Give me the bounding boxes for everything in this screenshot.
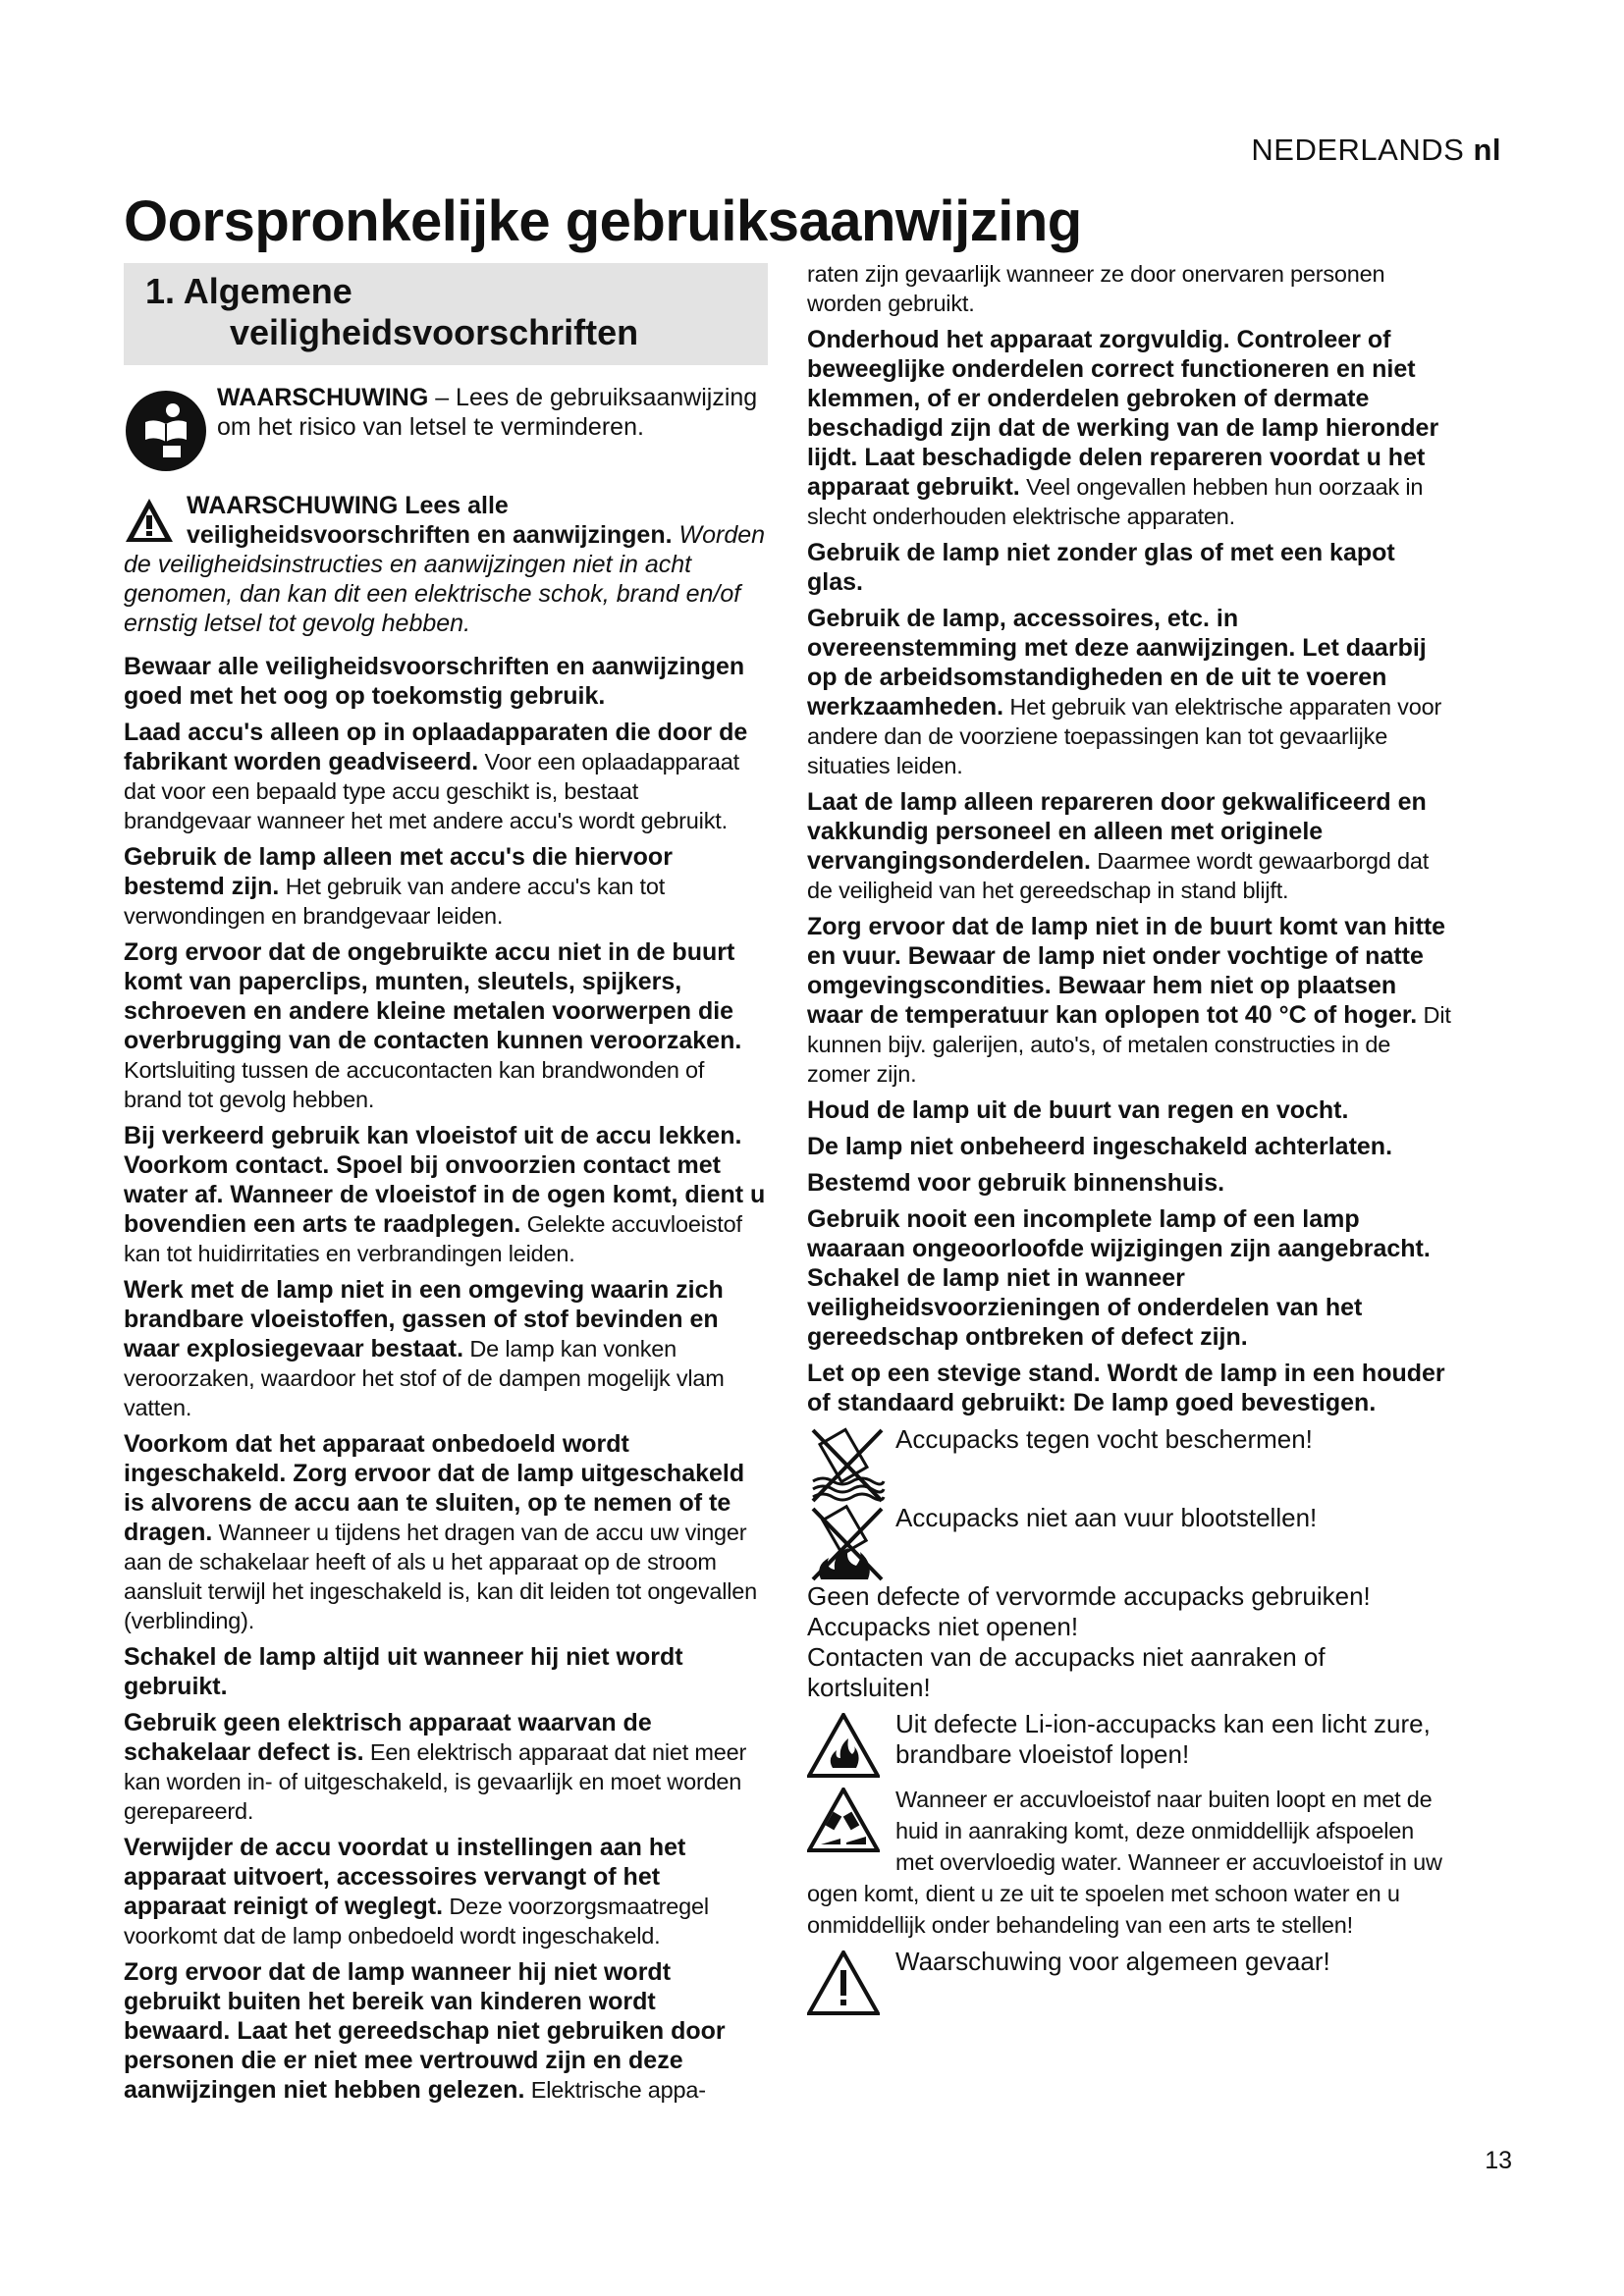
warning-label: WAARSCHUWING Lees alle veiligheidsvoorschriften en aanwijzingen.: [187, 492, 673, 549]
paragraph: [124, 1833, 768, 1950]
warning-label: WAARSCHUWING: [217, 384, 429, 411]
paragraph-text: Een elektrisch apparaat dat niet meer kan worden in- of uitgeschakeld, is gevaarlijk en moet worden gerepareerd.: [124, 1739, 747, 1824]
paragraph-bold: Bewaar alle veiligheidsvoorschriften en aanwijzingen goed met het oog op toekomstig gebruik.: [124, 653, 745, 710]
paragraph-bold: Zorg ervoor dat de lamp niet in de buurt komt van hitte en vuur. Bewaar de lamp niet onder vochtige of natte omgevingscondities. Bewaar hem niet op plaatsen waar de temperatuur kan oplopen tot 40 °C of hoger.: [807, 913, 1446, 1029]
paragraph: [807, 259, 1451, 318]
paragraph: [124, 1429, 768, 1635]
paragraph: [807, 1359, 1451, 1417]
page-title: Oorspronkelijke gebruiksaanwijzing: [124, 189, 1082, 253]
general-warning: [124, 491, 768, 638]
warning-triangle-icon: [124, 497, 175, 544]
symbol-row: [807, 1947, 1451, 2015]
paragraph: [124, 937, 768, 1114]
corrosive-warning-icon: [807, 1788, 880, 1852]
paragraph-bold: Onderhoud het apparaat zorgvuldig. Controleer of beweeglijke onderdelen correct functioneren en niet klemmen, of er onderdelen gebroken of dermate beschadigd zijn dat de werking van de lamp hieronder lijdt. Laat beschadigde delen repareren voordat u het apparaat gebruikt.: [807, 326, 1439, 501]
paragraph-bold: Gebruik nooit een incomplete lamp of een lamp waaraan ongeoorloofde wijzigingen zijn aangebracht. Schakel de lamp niet in wanneer veiligheidsvoorzieningen of onderdelen van het gereedschap ontbreken of defect zijn.: [807, 1205, 1431, 1351]
paragraph-bold: Voorkom dat het apparaat onbedoeld wordt ingeschakeld. Zorg ervoor dat de lamp uitgeschakeld is alvorens de accu aan te sluiten, op te nemen of te dragen.: [124, 1430, 745, 1546]
no-fire-icon: [807, 1503, 888, 1585]
paragraph-text: Kortsluiting tussen de accucontacten kan brandwonden of brand tot gevolg hebben.: [124, 1057, 705, 1112]
paragraph: [124, 1642, 768, 1701]
paragraph-bold: Let op een stevige stand. Wordt de lamp in een houder of standaard gebruikt: De lamp goed bevestigen.: [807, 1360, 1445, 1416]
section-title: veiligheidsvoorschriften: [230, 312, 639, 352]
language-header: [1251, 133, 1501, 168]
section-number: 1. Algemene: [145, 271, 352, 311]
symbol-text: Uit defecte Li-ion-accupacks kan een licht zure, brandbare vloeistof lopen!: [895, 1709, 1431, 1769]
paragraph-bold: Houd de lamp uit de buurt van regen en vocht.: [807, 1096, 1349, 1124]
paragraph-bold: Bestemd voor gebruik binnenshuis.: [807, 1169, 1225, 1197]
paragraph-bold: De lamp niet onbeheerd ingeschakeld achterlaten.: [807, 1133, 1393, 1160]
warning-text: – Lees de gebruiksaanwijzing om het risico van letsel te verminderen.: [217, 384, 758, 441]
symbol-text: Accupacks niet aan vuur blootstellen!: [895, 1503, 1318, 1532]
paragraph-text: Het gebruik van elektrische apparaten voor andere dan de voorziene toepassingen kan tot gevaarlijke situaties leiden.: [807, 694, 1442, 778]
paragraph-bold: Zorg ervoor dat de ongebruikte accu niet in de buurt komt van paperclips, munten, sleutels, spijkers, schroeven en andere kleine metalen voorwerpen die overbrugging van de contacten kunnen veroorzaken.: [124, 938, 742, 1054]
paragraph: [807, 912, 1451, 1089]
paragraph: [124, 1121, 768, 1268]
read-manual-warning: [124, 383, 768, 481]
paragraph: [807, 1168, 1451, 1198]
symbol-row: [807, 1424, 1451, 1499]
left-column: [124, 263, 768, 2111]
paragraph: [807, 538, 1451, 597]
paragraph: [807, 1132, 1451, 1161]
flammable-warning-icon: [807, 1713, 880, 1778]
paragraph-text: Deze voorzorgsmaatregel voorkomt dat de lamp onbedoeld wordt ingeschakeld.: [124, 1894, 709, 1949]
language-code: nl: [1473, 133, 1501, 167]
section-heading: [124, 263, 768, 365]
warning-text: Worden de veiligheidsinstructies en aanwijzingen niet in acht genomen, dan kan dit een elektrische schok, brand en/of ernstig letsel tot gevolg hebben.: [124, 521, 766, 637]
paragraph: [124, 1275, 768, 1422]
paragraph-bold: Laat de lamp alleen repareren door gekwalificeerd en vakkundig personeel en alleen met originele vervangingsonderdelen.: [807, 788, 1427, 875]
paragraph: [124, 1957, 768, 2105]
paragraph-text: Gelekte accuvloeistof kan tot huidirritaties en verbrandingen leiden.: [124, 1211, 742, 1266]
paragraph-text: Wanneer u tijdens het dragen van de accu uw vinger aan de schakelaar heeft of als u het apparaat op de stroom aansluit terwijl het ingeschakeld is, kan dit leiden tot ongevallen (verblinding).: [124, 1520, 758, 1633]
language-name: NEDERLANDS: [1251, 133, 1465, 167]
paragraph: [807, 1204, 1451, 1352]
paragraph-bold: Gebruik de lamp, accessoires, etc. in overeenstemming met deze aanwijzingen. Let daarbij op de arbeidsomstandigheden en de uit te voeren werkzaamheden.: [807, 605, 1427, 721]
paragraph-text: Veel ongevallen hebben hun oorzaak in slecht onderhouden elektrische apparaten.: [807, 474, 1424, 529]
paragraph: [124, 1708, 768, 1826]
symbol-row: [807, 1784, 1451, 1941]
paragraph-bold: Gebruik de lamp niet zonder glas of met een kapot glas.: [807, 539, 1395, 596]
paragraph: [124, 842, 768, 931]
general-danger-icon: [807, 1950, 880, 2015]
paragraph-text: Voor een oplaadapparaat dat voor een bepaald type accu geschikt is, bestaat brandgevaar wanneer het met andere accu's wordt gebruikt.: [124, 749, 739, 833]
paragraph-bold: Schakel de lamp altijd uit wanneer hij niet wordt gebruikt.: [124, 1643, 683, 1700]
instruction-text: Accupacks niet openen!: [807, 1612, 1079, 1641]
paragraph: [124, 652, 768, 711]
paragraph: [807, 604, 1451, 780]
paragraph-bold: Bij verkeerd gebruik kan vloeistof uit de accu lekken. Voorkom contact. Spoel bij onvoorzien contact met water af. Wanneer de vloeistof in de ogen komt, dient u bovendien een arts te raadplegen.: [124, 1122, 766, 1238]
instruction-text: Contacten van de accupacks niet aanraken of kortsluiten!: [807, 1642, 1326, 1702]
paragraph-bold: Werk met de lamp niet in een omgeving waarin zich brandbare vloeistoffen, gassen of stof bevinden en waar explosiegevaar bestaat.: [124, 1276, 724, 1362]
page-number: 13: [1485, 2147, 1512, 2174]
symbol-text: Waarschuwing voor algemeen gevaar!: [895, 1947, 1330, 1976]
read-manual-icon: [124, 389, 208, 473]
paragraph-bold: Verwijder de accu voordat u instellingen aan het apparaat uitvoert, accessoires vervangt of het apparaat reinigt of weglegt.: [124, 1834, 686, 1920]
symbol-text: Accupacks tegen vocht beschermen!: [895, 1424, 1313, 1454]
symbol-text: Wanneer er accuvloeistof naar buiten loopt en met de huid in aanraking komt, deze onmiddellijk afspoelen met overvloedig water. Wanneer er accuvloeistof in uw ogen komt, dient u ze uit te spoelen met schoon water en u onmiddellijk onder behandeling van een arts te stellen!: [807, 1787, 1442, 1938]
paragraph-text: Het gebruik van andere accu's kan tot verwondingen en brandgevaar leiden.: [124, 874, 666, 929]
no-water-icon: [807, 1424, 888, 1507]
symbol-row: [807, 1503, 1451, 1577]
paragraph-text: Daarmee wordt gewaarborgd dat de veiligheid van het gereedschap in stand blijft.: [807, 848, 1430, 903]
paragraph-bold: Gebruik geen elektrisch apparaat waarvan de schakelaar defect is.: [124, 1709, 652, 1766]
paragraph-text: De lamp kan vonken veroorzaken, waardoor het stof of de dampen mogelijk vlam vatten.: [124, 1336, 725, 1420]
paragraph-bold: Gebruik de lamp alleen met accu's die hiervoor bestemd zijn.: [124, 843, 673, 900]
paragraph: [124, 718, 768, 835]
right-column: [807, 259, 1451, 2021]
paragraph-text: Dit kunnen bijv. galerijen, auto's, of metalen constructies in de zomer zijn.: [807, 1002, 1451, 1087]
paragraph-text: Elektrische appa-: [524, 2077, 706, 2103]
paragraph: [807, 1095, 1451, 1125]
paragraph-bold: Zorg ervoor dat de lamp wanneer hij niet wordt gebruikt buiten het bereik van kinderen wordt bewaard. Laat het gereedschap niet gebruiken door personen die er niet mee vertrouwd zijn en deze aanwijzingen niet hebben gelezen.: [124, 1958, 726, 2104]
paragraph-text: raten zijn gevaarlijk wanneer ze door onervaren personen worden gebruikt.: [807, 261, 1385, 316]
paragraph: [807, 787, 1451, 905]
symbol-text: Geen defecte of vervormde accupacks gebruiken!: [807, 1581, 1371, 1611]
paragraph: [807, 325, 1451, 531]
paragraph-bold: Laad accu's alleen op in oplaadapparaten die door de fabrikant worden geadviseerd.: [124, 719, 748, 775]
symbol-row: [807, 1709, 1451, 1778]
